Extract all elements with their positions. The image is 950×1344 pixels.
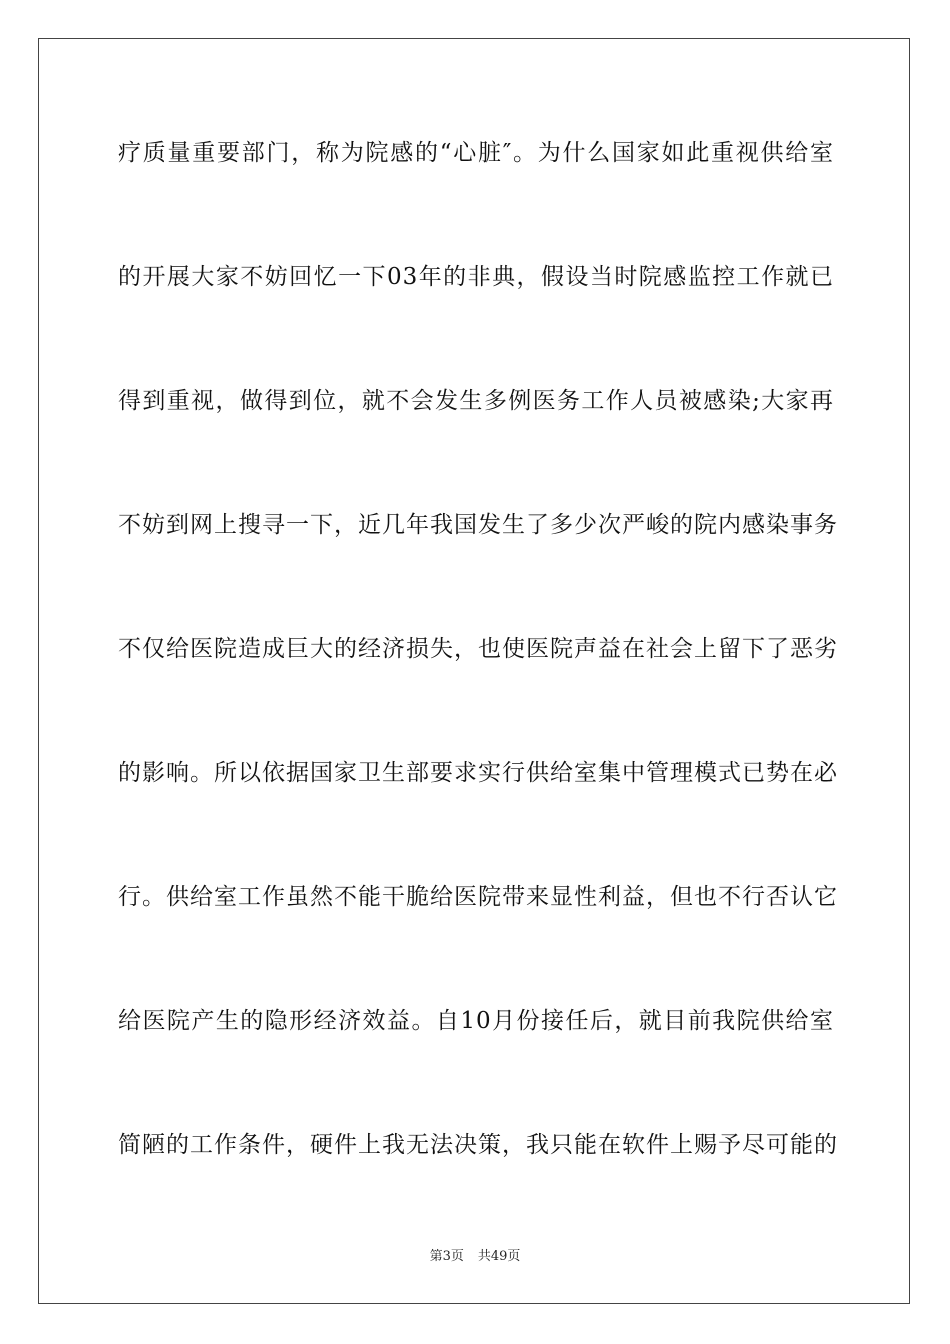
text-line-9: 简陋的工作条件，硬件上我无法决策，我只能在软件上赐予尽可能的	[118, 1132, 838, 1158]
text-line-3: 得到重视，做得到位，就不会发生多例医务工作人员被感染;大家再	[118, 388, 834, 414]
text-line-7: 行。供给室工作虽然不能干脆给医院带来显性利益，但也不行否认它	[118, 884, 838, 910]
page-total: 共49页	[477, 1249, 521, 1264]
page-footer	[0, 1248, 950, 1266]
page-number: 第3页	[429, 1249, 464, 1264]
text-line-6: 的影响。所以依据国家卫生部要求实行供给室集中管理模式已势在必	[118, 760, 838, 786]
text-line-2: 的开展大家不妨回忆一下03年的非典，假设当时院感监控工作就已	[118, 264, 834, 290]
text-line-4: 不妨到网上搜寻一下，近几年我国发生了多少次严峻的院内感染事务	[118, 512, 838, 538]
document-body	[118, 131, 838, 1247]
text-line-1: 疗质量重要部门，称为院感的“心脏″。为什么国家如此重视供给室	[118, 140, 834, 166]
text-line-5: 不仅给医院造成巨大的经济损失，也使医院声益在社会上留下了恶劣	[118, 636, 838, 662]
text-line-8: 给医院产生的隐形经济效益。自10月份接任后，就目前我院供给室	[118, 1008, 834, 1034]
